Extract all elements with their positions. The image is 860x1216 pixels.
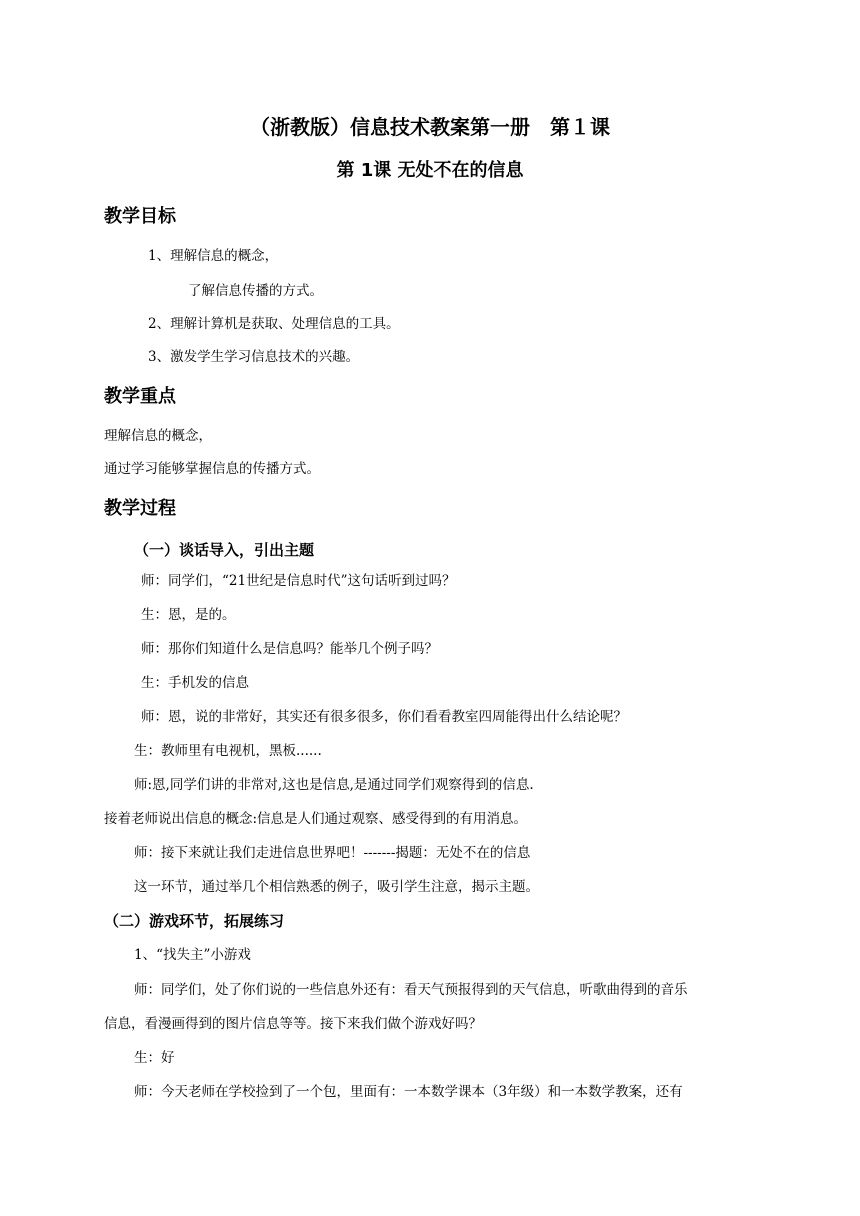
dialogue-line: 师：同学们，“21世纪是信息时代”这句话听到过吗？ bbox=[141, 573, 456, 589]
document-title: （浙教版）信息技术教案第一册 第１课 bbox=[250, 115, 610, 139]
dialogue-line: 师：接下来就让我们走进信息世界吧！-------揭题：无处不在的信息 bbox=[134, 845, 531, 861]
lesson-subtitle: 第 1课 无处不在的信息 bbox=[336, 160, 524, 181]
dialogue-line: 师：今天老师在学校捡到了一个包，里面有：一本数学课本（3年级）和一本数学教案，还有 bbox=[134, 1084, 683, 1100]
objective-item: 2、理解计算机是获取、处理信息的工具。 bbox=[148, 316, 400, 332]
key-points-heading: 教学重点 bbox=[104, 386, 176, 407]
key-point-item: 通过学习能够掌握信息的传播方式。 bbox=[104, 461, 320, 477]
objectives-heading: 教学目标 bbox=[104, 206, 176, 227]
objective-item: 3、激发学生学习信息技术的兴趣。 bbox=[148, 349, 360, 365]
dialogue-line: 接着老师说出信息的概念:信息是人们通过观察、感受得到的有用消息。 bbox=[104, 811, 528, 827]
part1-heading: （一）谈话导入，引出主题 bbox=[134, 541, 315, 559]
game-title-line: 1、“找失主”小游戏 bbox=[134, 947, 251, 963]
dialogue-line: 师：同学们，处了你们说的一些信息外还有：看天气预报得到的天气信息，听歌曲得到的音乐 bbox=[134, 982, 688, 998]
objective-item: 了解信息传播的方式。 bbox=[188, 283, 323, 299]
dialogue-line: 生：手机发的信息 bbox=[141, 675, 249, 691]
dialogue-line: 生：好 bbox=[134, 1050, 175, 1066]
dialogue-line: 信息，看漫画得到的图片信息等等。接下来我们做个游戏好吗？ bbox=[104, 1016, 482, 1032]
key-point-item: 理解信息的概念， bbox=[104, 428, 212, 444]
objective-item: 1、理解信息的概念， bbox=[148, 248, 279, 264]
part2-heading: （二）游戏环节，拓展练习 bbox=[104, 912, 285, 930]
dialogue-line: 生：恩，是的。 bbox=[141, 607, 236, 623]
dialogue-line: 师：恩，说的非常好，其实还有很多很多，你们看看教室四周能得出什么结论呢？ bbox=[141, 709, 627, 725]
summary-line: 这一环节，通过举几个相信熟悉的例子，吸引学生注意，揭示主题。 bbox=[134, 879, 539, 895]
dialogue-line: 生：教师里有电视机，黑板...... bbox=[134, 743, 322, 759]
process-heading: 教学过程 bbox=[104, 498, 176, 519]
dialogue-line: 师：那你们知道什么是信息吗？能举几个例子吗？ bbox=[141, 641, 438, 657]
dialogue-line: 师:恩,同学们讲的非常对,这也是信息,是通过同学们观察得到的信息. bbox=[134, 777, 534, 793]
